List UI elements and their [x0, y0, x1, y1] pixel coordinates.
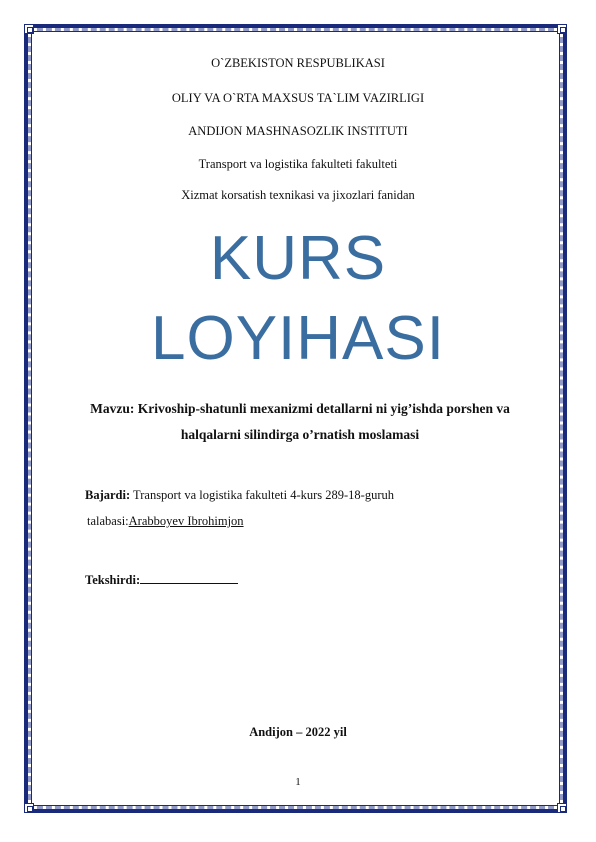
student-label: talabasi: — [87, 514, 129, 528]
performer-label: Bajardi: — [85, 488, 131, 502]
checker-signature-blank — [140, 571, 238, 584]
student-name: Arabboyev Ibrohimjon — [128, 514, 244, 528]
institute-heading: ANDIJON MASHNASOZLIK INSTITUTI — [188, 124, 408, 138]
border-corner-ornament — [557, 803, 567, 813]
city-year: Andijon – 2022 yil — [249, 725, 347, 739]
performer-value: Transport va logistika fakulteti 4-kurs 289-18-guruh — [130, 488, 395, 502]
subject-heading: Xizmat korsatish texnikasi va jixozlari fanidan — [181, 188, 415, 202]
title-line-1: KURS — [209, 224, 387, 293]
border-corner-ornament — [24, 24, 34, 34]
faculty-heading: Transport va logistika fakulteti fakulteti — [198, 157, 398, 171]
republic-heading: O`ZBEKISTON RESPUBLIKASI — [211, 56, 385, 70]
page-number: 1 — [295, 776, 301, 788]
checker-line — [85, 571, 238, 588]
border-corner-ornament — [557, 24, 567, 34]
project-topic: Mavzu: Krivoship-shatunli mexanizmi detallarni ni yig’ishda porshen va halqalarni silindirga o’rnatish moslamasi — [90, 401, 510, 442]
title-line-2: LOYIHASI — [151, 304, 445, 373]
checker-label: Tekshirdi: — [85, 573, 141, 587]
student-line — [87, 514, 244, 529]
performer-line — [85, 488, 394, 503]
ministry-heading: OLIY VA O`RTA MAXSUS TA`LIM VAZIRLIGI — [171, 91, 425, 105]
border-corner-ornament — [24, 803, 34, 813]
